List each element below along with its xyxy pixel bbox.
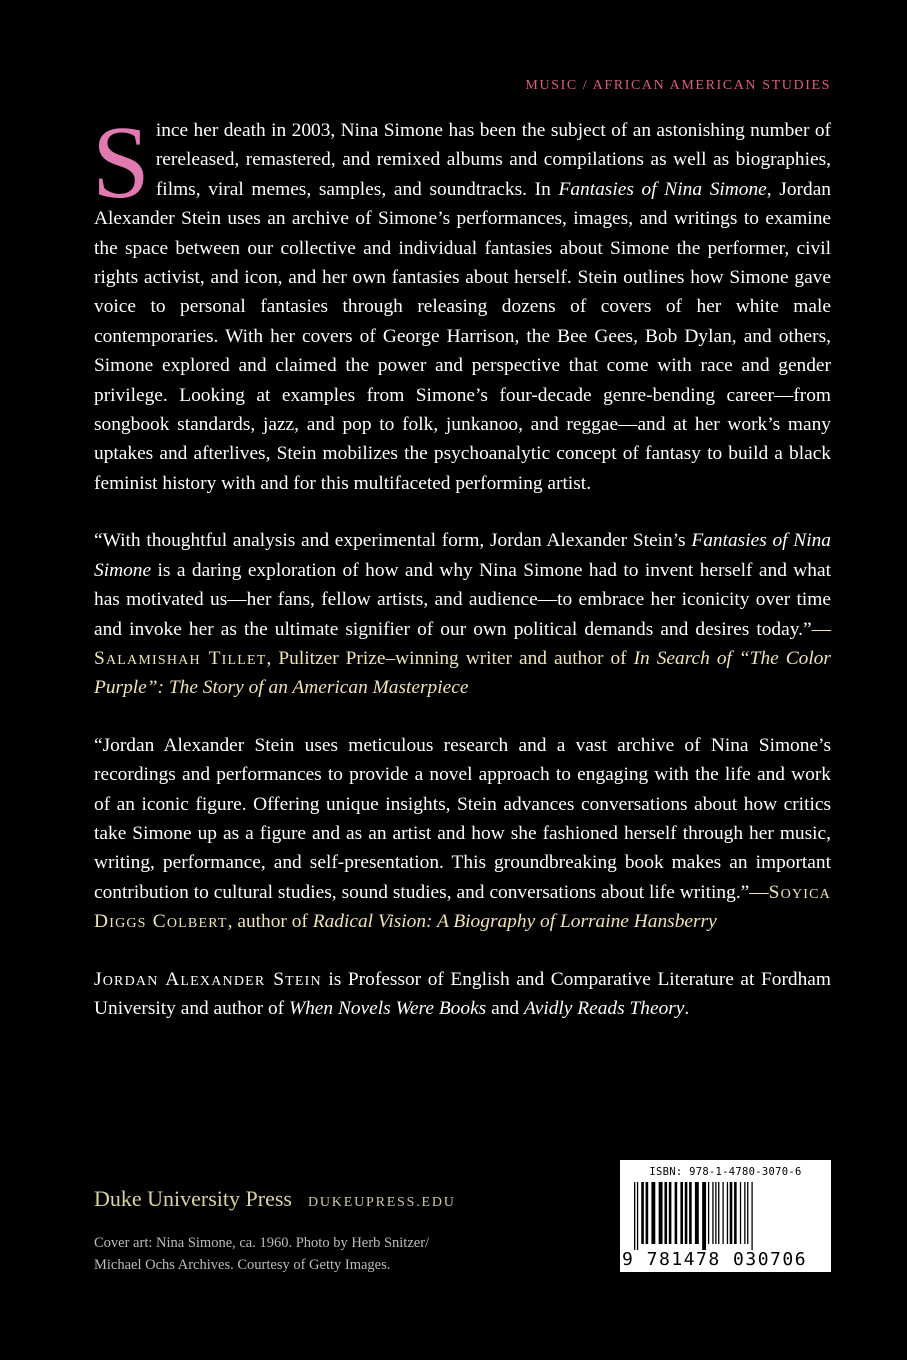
barcode-bar — [646, 1182, 649, 1244]
barcode-bar — [734, 1182, 737, 1244]
barcode-bar — [641, 1182, 644, 1244]
author-book: When Novels Were Books — [288, 997, 487, 1019]
barcode-bar — [730, 1182, 733, 1244]
barcode-bar — [675, 1182, 678, 1244]
endorsement-colbert: “Jordan Alexander Stein uses meticulous research and a vast archive of Nina Simone’s recordings and performances to provide a novel approach to engaging with the life and work of an iconic figure. Offering unique insights, Stein advances conversations about how critics take Simone up as a figure and as an artist and how she fashioned herself through her music, writing, performance, and self-presentation. This groundbreaking book makes an important contribution to cultural studies, sound studies, and conversations about life writing.”—Soyica Diggs Colbert, author of Radical Vision: A Biography of Lorraine Hansberry — [94, 734, 831, 933]
cover-credit: Cover art: Nina Simone, ca. 1960. Photo by Herb Snitzer/ Michael Ochs Archives. Courtesy of Getty Images. — [94, 1235, 430, 1273]
description-paragraph: Since her death in 2003, Nina Simone has been the subject of an astonishing number of rereleased, remastered, and remixed albums and compilations as well as biographies, films, viral memes, samples, and soundtracks. In Fantasies of Nina Simone, Jordan Alexander Stein uses an archive of Simone’s performances, images, and writings to examine the space between our collective and individual fantasies about Simone the performer, civil rights activist, and icon, and her own fantasies about herself. Stein outlines how Simone gave voice to personal fantasies through releasing dozens of covers of her white male contemporaries. With her covers of George Harrison, the Bee Gees, Bob Dylan, and others, Simone explored and claimed the power and perspective that come with race and gender privilege. Looking at examples from Simone’s four-decade genre-bending career—from songbook standards, jazz, and pop to folk, junkanoo, and reggae—and at her work’s many uptakes and afterlives, Stein mobilizes the psychoanalytic concept of fantasy to build a black feminist history with and for this multifaceted performing artist. — [92, 105, 831, 494]
publisher-name: Duke University Press — [94, 1186, 292, 1211]
book-title: Fantasies of Nina Simone — [558, 178, 767, 200]
endorser-name: Salamishah Tillet — [94, 647, 267, 669]
barcode-bar — [689, 1182, 692, 1244]
endorser-book: Radical Vision: A Biography of Lorraine Hansberry — [312, 911, 717, 933]
endorser-name: Soyica Diggs Colbert — [94, 881, 831, 933]
author-name: Jordan Alexander Stein — [94, 968, 322, 990]
barcode-bar — [712, 1182, 713, 1244]
isbn-barcode — [620, 1160, 831, 1272]
author-book: Avidly Reads Theory — [523, 997, 685, 1019]
endorsement-tillet: “With thoughtful analysis and experimental form, Jordan Alexander Stein’s Fantasies of Nina Simone is a daring exploration of how and why Nina Simone had to invent herself and what has motivated us—her fans, fellow artists, and audience—to embrace her iconicity over time and invoke her as the ultimate signifier of our own political demands and desires today.”—Salamishah Tillet, Pulitzer Prize–winning writer and author of In Search of “The Color Purple”: The Story of an American Masterpiece — [94, 530, 831, 699]
barcode-bars — [634, 1182, 819, 1250]
barcode-bar — [708, 1182, 709, 1244]
barcode-bar — [722, 1182, 723, 1244]
barcode-bar — [751, 1182, 752, 1250]
barcode-bar — [747, 1182, 748, 1244]
barcode-digits: 9 781478 030706 — [622, 1249, 808, 1270]
publisher-line — [94, 1186, 456, 1212]
barcode-bar — [634, 1182, 635, 1250]
endorser-book: In Search of “The Color Purple”: The Story of an American Masterpiece — [94, 647, 831, 699]
drop-cap: S — [92, 105, 150, 220]
barcode-bar — [651, 1182, 655, 1244]
barcode-bar — [637, 1182, 638, 1250]
barcode-bar — [664, 1182, 667, 1244]
barcode-bar — [718, 1182, 719, 1244]
publisher-website: DUKEUPRESS.EDU — [307, 1195, 456, 1210]
barcode-bar — [659, 1182, 663, 1244]
barcode-bar — [669, 1182, 672, 1244]
book-title: Fantasies of Nina Simone — [94, 530, 831, 581]
barcode-bar — [740, 1182, 741, 1244]
isbn-label: ISBN: 978-1-4780-3070-6 — [649, 1166, 802, 1178]
barcode-bar — [715, 1182, 716, 1244]
barcode-bar — [702, 1182, 706, 1250]
barcode-bar — [727, 1182, 728, 1244]
barcode-bar — [744, 1182, 745, 1244]
barcode-bar — [695, 1182, 699, 1244]
barcode-bar — [685, 1182, 688, 1244]
barcode-bar — [680, 1182, 683, 1244]
back-cover-text — [92, 105, 831, 1023]
category-label: MUSIC / AFRICAN AMERICAN STUDIES — [525, 78, 831, 93]
author-bio: Jordan Alexander Stein is Professor of English and Comparative Literature at Fordham University and author of When Novels Were Books and Avidly Reads Theory. — [94, 968, 831, 1019]
